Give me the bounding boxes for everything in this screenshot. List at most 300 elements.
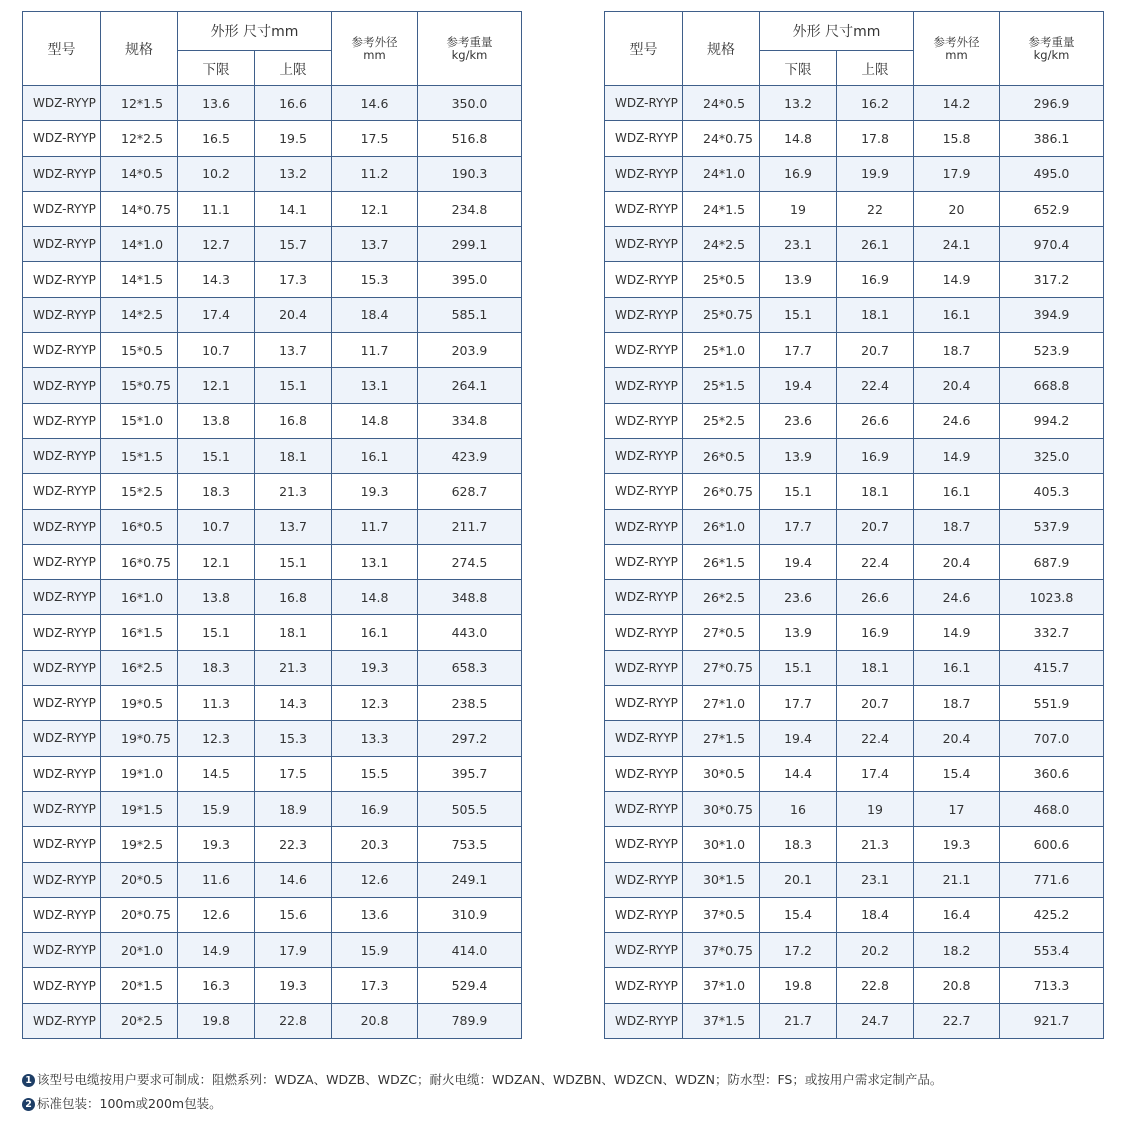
- cell-model: WDZ-RYYP: [605, 227, 683, 262]
- cell-ref-weight: 325.0: [1000, 438, 1104, 473]
- cell-ref-weight: 264.1: [418, 368, 522, 403]
- cell-lower: 14.9: [178, 933, 255, 968]
- cell-ref-weight: 395.0: [418, 262, 522, 297]
- table-row: [23, 791, 522, 826]
- table-row: [23, 580, 522, 615]
- table-row: [23, 191, 522, 226]
- table-row: [23, 650, 522, 685]
- cell-model: WDZ-RYYP: [23, 86, 101, 121]
- table-row: [605, 227, 1104, 262]
- cell-model: WDZ-RYYP: [605, 968, 683, 1003]
- cell-ref-weight: 332.7: [1000, 615, 1104, 650]
- cell-spec: 24*0.75: [683, 121, 760, 156]
- cell-upper: 15.3: [255, 721, 332, 756]
- table-row: [23, 756, 522, 791]
- cell-ref-weight: 249.1: [418, 862, 522, 897]
- cell-lower: 19.8: [178, 1003, 255, 1038]
- table-row: [605, 827, 1104, 862]
- table-row: [605, 721, 1104, 756]
- cell-lower: 16.5: [178, 121, 255, 156]
- cell-lower: 13.6: [178, 86, 255, 121]
- table-row: [23, 156, 522, 191]
- cell-lower: 10.7: [178, 509, 255, 544]
- header-ref-weight-label: 参考重量: [1028, 34, 1075, 49]
- table-row: [23, 262, 522, 297]
- cell-spec: 15*1.0: [101, 403, 178, 438]
- cell-model: WDZ-RYYP: [23, 262, 101, 297]
- cell-spec: 37*1.0: [683, 968, 760, 1003]
- cell-ref-diameter: 18.2: [914, 933, 1000, 968]
- cell-lower: 17.4: [178, 297, 255, 332]
- cell-ref-weight: 523.9: [1000, 333, 1104, 368]
- cell-upper: 15.1: [255, 368, 332, 403]
- header-ref-weight: [418, 12, 522, 86]
- cell-ref-diameter: 16.1: [914, 650, 1000, 685]
- header-model: 型号: [605, 12, 683, 86]
- cell-ref-weight: 505.5: [418, 791, 522, 826]
- cell-ref-weight: 395.7: [418, 756, 522, 791]
- cell-spec: 30*1.0: [683, 827, 760, 862]
- cell-upper: 22.8: [837, 968, 914, 1003]
- cell-spec: 25*0.75: [683, 297, 760, 332]
- cell-model: WDZ-RYYP: [23, 580, 101, 615]
- cell-ref-weight: 299.1: [418, 227, 522, 262]
- cell-upper: 13.2: [255, 156, 332, 191]
- table-row: [23, 615, 522, 650]
- cell-ref-weight: 707.0: [1000, 721, 1104, 756]
- cell-model: WDZ-RYYP: [605, 191, 683, 226]
- table-row: [23, 1003, 522, 1038]
- cell-upper: 18.9: [255, 791, 332, 826]
- cell-upper: 18.1: [837, 297, 914, 332]
- cell-ref-diameter: 11.7: [332, 333, 418, 368]
- table-row: [605, 403, 1104, 438]
- cell-lower: 17.7: [760, 686, 837, 721]
- cell-ref-weight: 553.4: [1000, 933, 1104, 968]
- cell-spec: 26*0.75: [683, 474, 760, 509]
- cell-ref-diameter: 20.4: [914, 544, 1000, 579]
- cell-upper: 19.9: [837, 156, 914, 191]
- cell-upper: 14.6: [255, 862, 332, 897]
- cell-ref-weight: 600.6: [1000, 827, 1104, 862]
- cell-lower: 15.1: [178, 615, 255, 650]
- cell-upper: 18.1: [837, 474, 914, 509]
- cell-lower: 14.3: [178, 262, 255, 297]
- cell-upper: 13.7: [255, 333, 332, 368]
- cell-ref-diameter: 14.9: [914, 615, 1000, 650]
- cell-ref-diameter: 16.1: [332, 615, 418, 650]
- cell-upper: 16.2: [837, 86, 914, 121]
- table-row: [23, 933, 522, 968]
- cell-ref-diameter: 14.8: [332, 403, 418, 438]
- cell-upper: 21.3: [255, 474, 332, 509]
- cell-spec: 26*0.5: [683, 438, 760, 473]
- cell-upper: 14.1: [255, 191, 332, 226]
- cell-upper: 20.7: [837, 333, 914, 368]
- cell-lower: 15.4: [760, 897, 837, 932]
- cell-spec: 14*0.75: [101, 191, 178, 226]
- cell-upper: 20.7: [837, 509, 914, 544]
- cell-spec: 20*0.5: [101, 862, 178, 897]
- cell-ref-weight: 386.1: [1000, 121, 1104, 156]
- cell-model: WDZ-RYYP: [605, 580, 683, 615]
- cell-lower: 17.7: [760, 333, 837, 368]
- cell-model: WDZ-RYYP: [23, 827, 101, 862]
- cell-model: WDZ-RYYP: [605, 615, 683, 650]
- header-ref-weight-label: 参考重量: [446, 34, 493, 49]
- cell-upper: 17.3: [255, 262, 332, 297]
- cell-ref-weight: 317.2: [1000, 262, 1104, 297]
- table-row: [605, 933, 1104, 968]
- cell-ref-diameter: 13.3: [332, 721, 418, 756]
- cell-ref-weight: 394.9: [1000, 297, 1104, 332]
- header-ref-diameter-label: 参考外径: [351, 34, 398, 49]
- cell-model: WDZ-RYYP: [605, 544, 683, 579]
- cell-ref-diameter: 15.5: [332, 756, 418, 791]
- cell-ref-weight: 334.8: [418, 403, 522, 438]
- spec-table-left: [22, 11, 522, 1039]
- header-upper: 上限: [255, 51, 332, 86]
- cell-ref-weight: 350.0: [418, 86, 522, 121]
- cell-upper: 16.6: [255, 86, 332, 121]
- cell-spec: 12*2.5: [101, 121, 178, 156]
- table-row: [605, 756, 1104, 791]
- cell-spec: 27*0.5: [683, 615, 760, 650]
- cell-upper: 18.1: [837, 650, 914, 685]
- cell-ref-weight: 658.3: [418, 650, 522, 685]
- cell-lower: 19.4: [760, 721, 837, 756]
- cell-ref-diameter: 17.5: [332, 121, 418, 156]
- table-row: [23, 509, 522, 544]
- cell-ref-diameter: 14.9: [914, 438, 1000, 473]
- cell-model: WDZ-RYYP: [23, 862, 101, 897]
- cell-lower: 14.4: [760, 756, 837, 791]
- cell-upper: 20.2: [837, 933, 914, 968]
- cell-spec: 20*2.5: [101, 1003, 178, 1038]
- cell-ref-diameter: 14.9: [914, 262, 1000, 297]
- cell-upper: 16.8: [255, 580, 332, 615]
- header-spec: 规格: [101, 12, 178, 86]
- cell-spec: 15*0.75: [101, 368, 178, 403]
- cell-ref-weight: 234.8: [418, 191, 522, 226]
- cell-model: WDZ-RYYP: [23, 686, 101, 721]
- cell-model: WDZ-RYYP: [605, 721, 683, 756]
- cell-spec: 26*2.5: [683, 580, 760, 615]
- note-1-text: 该型号电缆按用户要求可制成：阻燃系列：WDZA、WDZB、WDZC；耐火电缆：WDZAN、WDZBN、WDZCN、WDZN；防水型：FS；或按用户需求定制产品。: [37, 1072, 943, 1087]
- cell-ref-weight: 994.2: [1000, 403, 1104, 438]
- cell-lower: 15.9: [178, 791, 255, 826]
- table-row: [605, 509, 1104, 544]
- cell-ref-weight: 585.1: [418, 297, 522, 332]
- cell-upper: 20.4: [255, 297, 332, 332]
- cell-model: WDZ-RYYP: [605, 897, 683, 932]
- header-ref-weight-unit: kg/km: [451, 47, 488, 62]
- table-row: [605, 86, 1104, 121]
- table-row: [605, 686, 1104, 721]
- cell-lower: 18.3: [178, 650, 255, 685]
- header-ref-diameter-unit: mm: [945, 47, 968, 62]
- cell-ref-diameter: 18.7: [914, 509, 1000, 544]
- cell-lower: 10.2: [178, 156, 255, 191]
- cell-ref-diameter: 24.1: [914, 227, 1000, 262]
- header-lower: 下限: [760, 51, 837, 86]
- cell-upper: 15.7: [255, 227, 332, 262]
- cell-model: WDZ-RYYP: [23, 615, 101, 650]
- cell-ref-weight: 789.9: [418, 1003, 522, 1038]
- cell-ref-diameter: 20.4: [914, 721, 1000, 756]
- cell-upper: 19.3: [255, 968, 332, 1003]
- cell-ref-diameter: 17.3: [332, 968, 418, 1003]
- cell-ref-weight: 425.2: [1000, 897, 1104, 932]
- cell-spec: 27*0.75: [683, 650, 760, 685]
- cell-model: WDZ-RYYP: [23, 897, 101, 932]
- cell-spec: 14*1.5: [101, 262, 178, 297]
- note-2-text: 标准包装：100m或200m包装。: [37, 1096, 222, 1111]
- table-body-left: [23, 86, 522, 1039]
- table-row: [23, 333, 522, 368]
- cell-model: WDZ-RYYP: [605, 403, 683, 438]
- cell-ref-diameter: 20.8: [914, 968, 1000, 1003]
- header-ref-diameter-unit: mm: [363, 47, 386, 62]
- table-row: [23, 403, 522, 438]
- header-ref-weight-unit: kg/km: [1033, 47, 1070, 62]
- cell-upper: 24.7: [837, 1003, 914, 1038]
- cell-spec: 20*1.0: [101, 933, 178, 968]
- cell-upper: 15.6: [255, 897, 332, 932]
- cell-ref-weight: 668.8: [1000, 368, 1104, 403]
- cell-spec: 37*1.5: [683, 1003, 760, 1038]
- cell-lower: 15.1: [760, 297, 837, 332]
- table-row: [605, 368, 1104, 403]
- header-ref-diameter: [332, 12, 418, 86]
- table-row: [605, 580, 1104, 615]
- cell-spec: 24*0.5: [683, 86, 760, 121]
- cell-lower: 12.3: [178, 721, 255, 756]
- cell-model: WDZ-RYYP: [605, 121, 683, 156]
- cell-model: WDZ-RYYP: [23, 756, 101, 791]
- cell-spec: 30*1.5: [683, 862, 760, 897]
- cell-ref-diameter: 20: [914, 191, 1000, 226]
- cell-ref-weight: 921.7: [1000, 1003, 1104, 1038]
- table-row: [23, 474, 522, 509]
- cell-ref-weight: 495.0: [1000, 156, 1104, 191]
- cell-lower: 18.3: [178, 474, 255, 509]
- cell-upper: 16.9: [837, 615, 914, 650]
- table-row: [605, 897, 1104, 932]
- cell-ref-diameter: 18.7: [914, 333, 1000, 368]
- cell-model: WDZ-RYYP: [605, 827, 683, 862]
- cell-lower: 12.6: [178, 897, 255, 932]
- cell-model: WDZ-RYYP: [23, 509, 101, 544]
- cell-lower: 10.7: [178, 333, 255, 368]
- cell-model: WDZ-RYYP: [605, 156, 683, 191]
- cell-model: WDZ-RYYP: [23, 297, 101, 332]
- cell-lower: 20.1: [760, 862, 837, 897]
- cell-spec: 20*0.75: [101, 897, 178, 932]
- cell-ref-diameter: 13.6: [332, 897, 418, 932]
- cell-upper: 16.9: [837, 438, 914, 473]
- cell-lower: 13.9: [760, 262, 837, 297]
- cell-upper: 21.3: [255, 650, 332, 685]
- cell-spec: 25*0.5: [683, 262, 760, 297]
- cell-ref-weight: 297.2: [418, 721, 522, 756]
- cell-ref-diameter: 13.7: [332, 227, 418, 262]
- table-row: [605, 1003, 1104, 1038]
- table-row: [605, 615, 1104, 650]
- cell-ref-weight: 296.9: [1000, 86, 1104, 121]
- cell-lower: 12.7: [178, 227, 255, 262]
- cell-ref-weight: 753.5: [418, 827, 522, 862]
- cell-ref-diameter: 16.4: [914, 897, 1000, 932]
- cell-upper: 22.4: [837, 544, 914, 579]
- cell-spec: 24*2.5: [683, 227, 760, 262]
- cell-upper: 14.3: [255, 686, 332, 721]
- table-row: [605, 968, 1104, 1003]
- cell-ref-weight: 628.7: [418, 474, 522, 509]
- cell-ref-weight: 360.6: [1000, 756, 1104, 791]
- cell-model: WDZ-RYYP: [23, 1003, 101, 1038]
- table-row: [23, 968, 522, 1003]
- cell-model: WDZ-RYYP: [605, 933, 683, 968]
- table-row: [23, 721, 522, 756]
- cell-lower: 14.8: [760, 121, 837, 156]
- cell-ref-weight: 348.8: [418, 580, 522, 615]
- cell-ref-diameter: 13.1: [332, 368, 418, 403]
- cell-model: WDZ-RYYP: [23, 156, 101, 191]
- cell-spec: 27*1.5: [683, 721, 760, 756]
- cell-ref-diameter: 16.1: [914, 474, 1000, 509]
- cell-model: WDZ-RYYP: [23, 227, 101, 262]
- cell-spec: 15*0.5: [101, 333, 178, 368]
- cell-lower: 23.6: [760, 580, 837, 615]
- table-row: [23, 227, 522, 262]
- table-row: [605, 156, 1104, 191]
- cell-ref-weight: 687.9: [1000, 544, 1104, 579]
- cell-spec: 37*0.5: [683, 897, 760, 932]
- table-row: [23, 827, 522, 862]
- cell-ref-weight: 203.9: [418, 333, 522, 368]
- cell-upper: 17.5: [255, 756, 332, 791]
- table-row: [605, 191, 1104, 226]
- cell-lower: 16.3: [178, 968, 255, 1003]
- note-2: [22, 1092, 942, 1116]
- cell-ref-diameter: 12.1: [332, 191, 418, 226]
- cell-model: WDZ-RYYP: [23, 121, 101, 156]
- table-row: [23, 862, 522, 897]
- cell-ref-weight: 468.0: [1000, 791, 1104, 826]
- cell-model: WDZ-RYYP: [605, 862, 683, 897]
- cell-ref-diameter: 12.6: [332, 862, 418, 897]
- header-ref-diameter: [914, 12, 1000, 86]
- cell-spec: 19*0.75: [101, 721, 178, 756]
- header-upper: 上限: [837, 51, 914, 86]
- cell-ref-diameter: 14.2: [914, 86, 1000, 121]
- cell-upper: 17.8: [837, 121, 914, 156]
- cell-spec: 19*1.0: [101, 756, 178, 791]
- cell-spec: 19*2.5: [101, 827, 178, 862]
- cell-ref-diameter: 18.7: [914, 686, 1000, 721]
- cell-ref-diameter: 24.6: [914, 403, 1000, 438]
- cell-lower: 19.8: [760, 968, 837, 1003]
- table-row: [605, 262, 1104, 297]
- cell-model: WDZ-RYYP: [605, 368, 683, 403]
- cell-ref-weight: 529.4: [418, 968, 522, 1003]
- cell-ref-diameter: 15.9: [332, 933, 418, 968]
- cell-lower: 12.1: [178, 368, 255, 403]
- cell-ref-diameter: 20.4: [914, 368, 1000, 403]
- cell-lower: 21.7: [760, 1003, 837, 1038]
- cell-ref-diameter: 11.7: [332, 509, 418, 544]
- cell-upper: 23.1: [837, 862, 914, 897]
- cell-model: WDZ-RYYP: [23, 191, 101, 226]
- cell-ref-weight: 537.9: [1000, 509, 1104, 544]
- cell-spec: 30*0.5: [683, 756, 760, 791]
- cell-upper: 20.7: [837, 686, 914, 721]
- cell-upper: 22.4: [837, 368, 914, 403]
- note-1: [22, 1068, 942, 1092]
- cell-ref-weight: 443.0: [418, 615, 522, 650]
- cell-model: WDZ-RYYP: [605, 1003, 683, 1038]
- cell-lower: 12.1: [178, 544, 255, 579]
- cell-ref-weight: 551.9: [1000, 686, 1104, 721]
- cell-upper: 18.4: [837, 897, 914, 932]
- cell-ref-weight: 274.5: [418, 544, 522, 579]
- cell-ref-weight: 771.6: [1000, 862, 1104, 897]
- table-row: [23, 686, 522, 721]
- cell-spec: 20*1.5: [101, 968, 178, 1003]
- cell-upper: 18.1: [255, 615, 332, 650]
- cell-ref-weight: 415.7: [1000, 650, 1104, 685]
- cell-ref-weight: 414.0: [418, 933, 522, 968]
- table-row: [605, 297, 1104, 332]
- cell-spec: 30*0.75: [683, 791, 760, 826]
- number-one-icon: 1: [22, 1074, 35, 1087]
- table-body-right: [605, 86, 1104, 1039]
- cell-ref-diameter: 12.3: [332, 686, 418, 721]
- cell-ref-weight: 190.3: [418, 156, 522, 191]
- cell-ref-diameter: 16.9: [332, 791, 418, 826]
- cell-lower: 13.8: [178, 580, 255, 615]
- spec-table-right: [604, 11, 1104, 1039]
- cell-model: WDZ-RYYP: [23, 544, 101, 579]
- header-spec: 规格: [683, 12, 760, 86]
- cell-spec: 25*1.5: [683, 368, 760, 403]
- cell-spec: 19*0.5: [101, 686, 178, 721]
- cell-ref-diameter: 14.6: [332, 86, 418, 121]
- cell-lower: 23.1: [760, 227, 837, 262]
- cell-lower: 11.6: [178, 862, 255, 897]
- cell-lower: 13.9: [760, 615, 837, 650]
- cell-ref-diameter: 16.1: [914, 297, 1000, 332]
- cell-spec: 14*0.5: [101, 156, 178, 191]
- cell-spec: 16*0.75: [101, 544, 178, 579]
- cell-lower: 23.6: [760, 403, 837, 438]
- cell-lower: 13.9: [760, 438, 837, 473]
- cell-spec: 15*1.5: [101, 438, 178, 473]
- cell-model: WDZ-RYYP: [605, 333, 683, 368]
- cell-ref-weight: 310.9: [418, 897, 522, 932]
- cell-model: WDZ-RYYP: [23, 933, 101, 968]
- cell-ref-diameter: 19.3: [914, 827, 1000, 862]
- cell-ref-diameter: 17: [914, 791, 1000, 826]
- table-row: [23, 297, 522, 332]
- cell-model: WDZ-RYYP: [605, 756, 683, 791]
- cell-model: WDZ-RYYP: [605, 650, 683, 685]
- header-ref-weight: [1000, 12, 1104, 86]
- cell-upper: 22.8: [255, 1003, 332, 1038]
- cell-model: WDZ-RYYP: [605, 474, 683, 509]
- cell-lower: 15.1: [760, 474, 837, 509]
